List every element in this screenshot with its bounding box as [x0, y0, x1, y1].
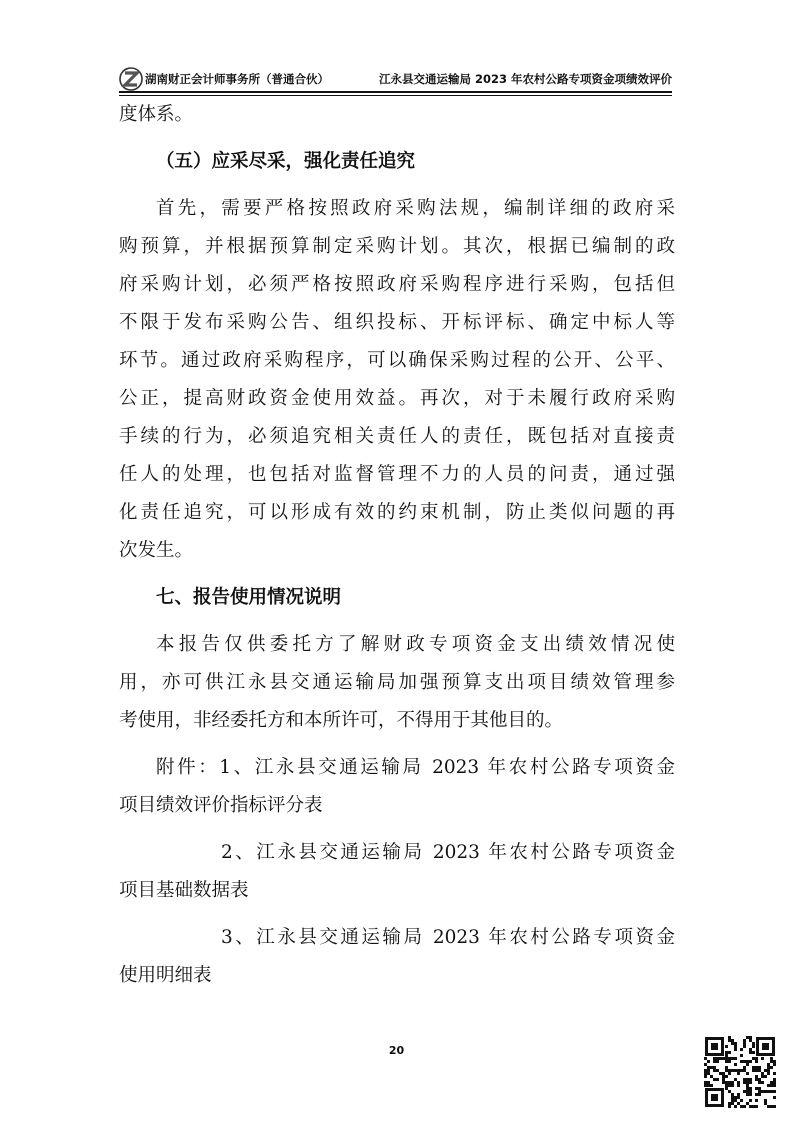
- header-rule-thick: [119, 91, 672, 93]
- attachment-line: 3、江永县交通运输局 2023 年农村公路专项资金: [221, 927, 675, 948]
- paragraph-line: 首先，需要严格按照政府采购法规，编制详细的政府采: [156, 198, 675, 219]
- paragraph-line: 购预算，并根据预算制定采购计划。其次，根据已编制的政: [119, 236, 675, 257]
- paragraph-line: 化责任追究，可以形成有效的约束机制，防止类似问题的再: [119, 502, 675, 523]
- paragraph-line: 手续的行为，必须追究相关责任人的责任，既包括对直接责: [119, 426, 675, 447]
- attachment-line: 使用明细表: [119, 965, 212, 986]
- attachment-line: 项目绩效评价指标评分表: [119, 795, 323, 816]
- paragraph-line: 用，亦可供江永县交通运输局加强预算支出项目绩效管理参: [119, 672, 675, 693]
- section-heading: 七、报告使用情况说明: [156, 587, 342, 608]
- paragraph-line: 环节。通过政府采购程序，可以确保采购过程的公开、公平、: [119, 350, 675, 371]
- paragraph-line: 本报告仅供委托方了解财政专项资金支出绩效情况使: [156, 634, 675, 655]
- page-number: 20: [388, 1044, 405, 1057]
- firm-name: 湖南财正会计师事务所（普通合伙）: [145, 72, 329, 86]
- report-title: 江永县交通运输局 2023 年农村公路专项资金项绩效评价: [378, 72, 672, 86]
- page-header: [119, 66, 672, 94]
- paragraph-line: 不限于发布采购公告、组织投标、开标评标、确定中标人等: [119, 312, 675, 333]
- attachment-line: 项目基础数据表: [119, 880, 249, 901]
- qr-code-icon: [704, 1036, 776, 1108]
- paragraph-line: 度体系。: [119, 104, 194, 125]
- paragraph-line: 次发生。: [119, 540, 194, 561]
- paragraph-line: 府采购计划，必须严格按照政府采购程序进行采购，包括但: [119, 274, 675, 295]
- document-body: [119, 96, 675, 995]
- subsection-heading: （五）应采尽采，强化责任追究: [156, 151, 416, 172]
- paragraph-line: 公正，提高财政资金使用效益。再次，对于未履行政府采购: [119, 388, 675, 409]
- attachment-line: 2、江永县交通运输局 2023 年农村公路专项资金: [221, 842, 675, 863]
- attachment-line: 附件：1、江永县交通运输局 2023 年农村公路专项资金: [156, 757, 675, 778]
- firm-logo-icon: [119, 67, 143, 91]
- paragraph-line: 考使用，非经委托方和本所许可，不得用于其他目的。: [119, 710, 564, 731]
- paragraph-line: 任人的处理，也包括对监督管理不力的人员的问责，通过强: [119, 464, 675, 485]
